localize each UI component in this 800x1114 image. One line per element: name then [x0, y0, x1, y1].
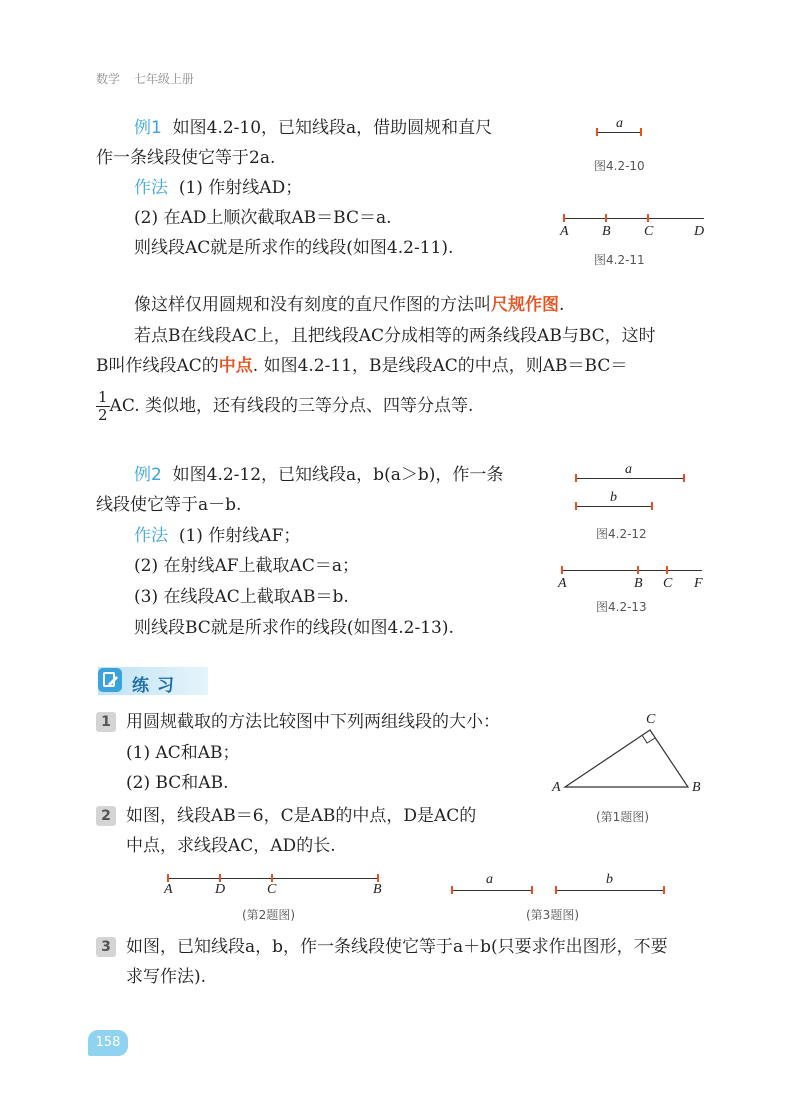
point-label-f: F [694, 576, 703, 591]
segment-label-a: a [486, 872, 493, 887]
segment-end-tick [651, 502, 653, 510]
segment-end-tick [531, 886, 533, 894]
vertex-label-a: A [552, 780, 561, 795]
point-label-d: D [694, 224, 705, 239]
practice-title: 练习 [132, 676, 182, 696]
figure-4-2-11 [560, 210, 710, 240]
segment-label-a: a [625, 462, 632, 477]
vertex-label-c: C [646, 712, 656, 727]
question1-part-b: (2) BC和AB. [126, 773, 229, 793]
question2-line2: 中点，求线段AC，AD的长. [126, 836, 336, 856]
segment-end-tick [555, 886, 557, 894]
pencil-icon [98, 668, 122, 692]
example1-step1: 作法 (1) 作射线AD； [134, 178, 303, 198]
segment-end-tick [663, 886, 665, 894]
ruler-compass-definition: 像这样仅用圆规和没有刻度的直尺作图的方法叫尺规作图. [134, 295, 565, 315]
question2-line1: 如图，线段AB＝6，C是AB的中点，D是AC的 [126, 806, 477, 826]
question-number-3: 3 [96, 937, 116, 957]
question-number-2: 2 [96, 806, 116, 826]
point-label-b: B [373, 882, 382, 897]
point-label-c: C [644, 224, 654, 239]
figure-4-2-12 [570, 462, 690, 512]
point-tick [219, 874, 221, 882]
example2-step2: (2) 在射线AF上截取AC＝a； [134, 556, 359, 576]
segment-end-tick [683, 474, 685, 482]
page-number: 158 [88, 1030, 128, 1056]
example1-step2: (2) 在AD上顺次截取AB＝BC＝a. [134, 208, 392, 228]
point-label-d: D [215, 882, 226, 897]
point-label-a: A [558, 576, 567, 591]
header-grade: 七年级上册 [133, 72, 194, 86]
caption-q3: (第3题图) [526, 908, 579, 922]
question1-text: 用圆规截取的方法比较图中下列两组线段的大小： [126, 712, 500, 732]
term-ruler-compass: 尺规作图 [491, 295, 559, 315]
example2-step1: 作法 (1) 作射线AF； [134, 526, 301, 546]
segment-b [576, 506, 652, 507]
ray-ad [564, 218, 704, 219]
segment-end-tick [575, 502, 577, 510]
segment-end-tick [596, 128, 598, 136]
segment-label-b: b [610, 490, 617, 505]
caption-4-2-13: 图4.2-13 [596, 600, 647, 614]
figure-4-2-13 [558, 562, 708, 592]
point-label-b: B [602, 224, 611, 239]
example1-conclusion: 则线段AC就是所求作的线段(如图4.2-11). [134, 238, 454, 258]
point-label-c: C [663, 576, 673, 591]
example2-conclusion: 则线段BC就是所求作的线段(如图4.2-13). [134, 618, 454, 638]
question3-line1: 如图，已知线段a，b，作一条线段使它等于a＋b(只要求作出图形，不要 [126, 937, 668, 957]
right-triangle [545, 712, 715, 802]
segment-a [597, 132, 641, 133]
question-number-1: 1 [96, 712, 116, 732]
example1-tag: 例1 [134, 118, 162, 138]
example2-line2: 线段使它等于a－b. [96, 495, 242, 515]
point-tick [666, 566, 668, 574]
point-label-c: C [267, 882, 277, 897]
point-tick [563, 214, 565, 222]
segment-end-tick [451, 886, 453, 894]
point-tick [605, 214, 607, 222]
segment-a [576, 478, 684, 479]
point-label-b: B [634, 576, 643, 591]
point-label-a: A [560, 224, 569, 239]
midpoint-line3: $\frac{1}{2}$ AC. 类似地，还有线段的三等分点、四等分点等. [98, 388, 474, 424]
point-tick [271, 874, 273, 882]
ray-af [562, 570, 702, 571]
example1-method-tag: 作法 [134, 178, 168, 198]
figure-q1-triangle [545, 712, 715, 802]
point-tick [167, 874, 169, 882]
caption-4-2-11: 图4.2-11 [594, 253, 645, 267]
segment-b [556, 890, 664, 891]
point-tick [647, 214, 649, 222]
point-tick [377, 874, 379, 882]
figure-q2 [162, 870, 392, 900]
fraction-one-half: $\frac{1}{2}$ [98, 388, 108, 424]
example2-method-tag: 作法 [134, 526, 168, 546]
segment-end-tick [640, 128, 642, 136]
question3-line2: 求写作法). [126, 967, 207, 987]
page-header [96, 70, 204, 87]
point-tick [637, 566, 639, 574]
example2-tag: 例2 [134, 465, 162, 485]
segment-ab [168, 878, 378, 879]
segment-a [452, 890, 532, 891]
caption-q1: (第1题图) [596, 810, 649, 824]
segment-end-tick [575, 474, 577, 482]
example2-line1: 例2 如图4.2-12，已知线段a，b(a＞b)，作一条 [134, 465, 504, 485]
point-label-a: A [164, 882, 173, 897]
vertex-label-b: B [692, 780, 701, 795]
figure-q3 [448, 872, 678, 902]
caption-4-2-12: 图4.2-12 [596, 527, 647, 541]
midpoint-line2: B叫作线段AC的中点. 如图4.2-11，B是线段AC的中点，则AB＝BC＝ [96, 356, 628, 376]
example1-line1: 例1 如图4.2-10，已知线段a，借助圆规和直尺 [134, 118, 493, 138]
figure-4-2-10 [595, 116, 645, 136]
caption-q2: (第2题图) [242, 908, 295, 922]
segment-label-b: b [606, 872, 613, 887]
segment-label-a: a [616, 116, 623, 131]
header-subject: 数学 [96, 72, 121, 86]
example2-step3: (3) 在线段AC上截取AB＝b. [134, 587, 349, 607]
question1-part-a: (1) AC和AB； [126, 743, 240, 763]
example1-line2: 作一条线段使它等于2a. [96, 148, 276, 168]
term-midpoint: 中点 [218, 356, 253, 376]
caption-4-2-10: 图4.2-10 [594, 159, 645, 173]
midpoint-line1: 若点B在线段AC上，且把线段AC分成相等的两条线段AB与BC，这时 [134, 326, 656, 346]
point-tick [561, 566, 563, 574]
